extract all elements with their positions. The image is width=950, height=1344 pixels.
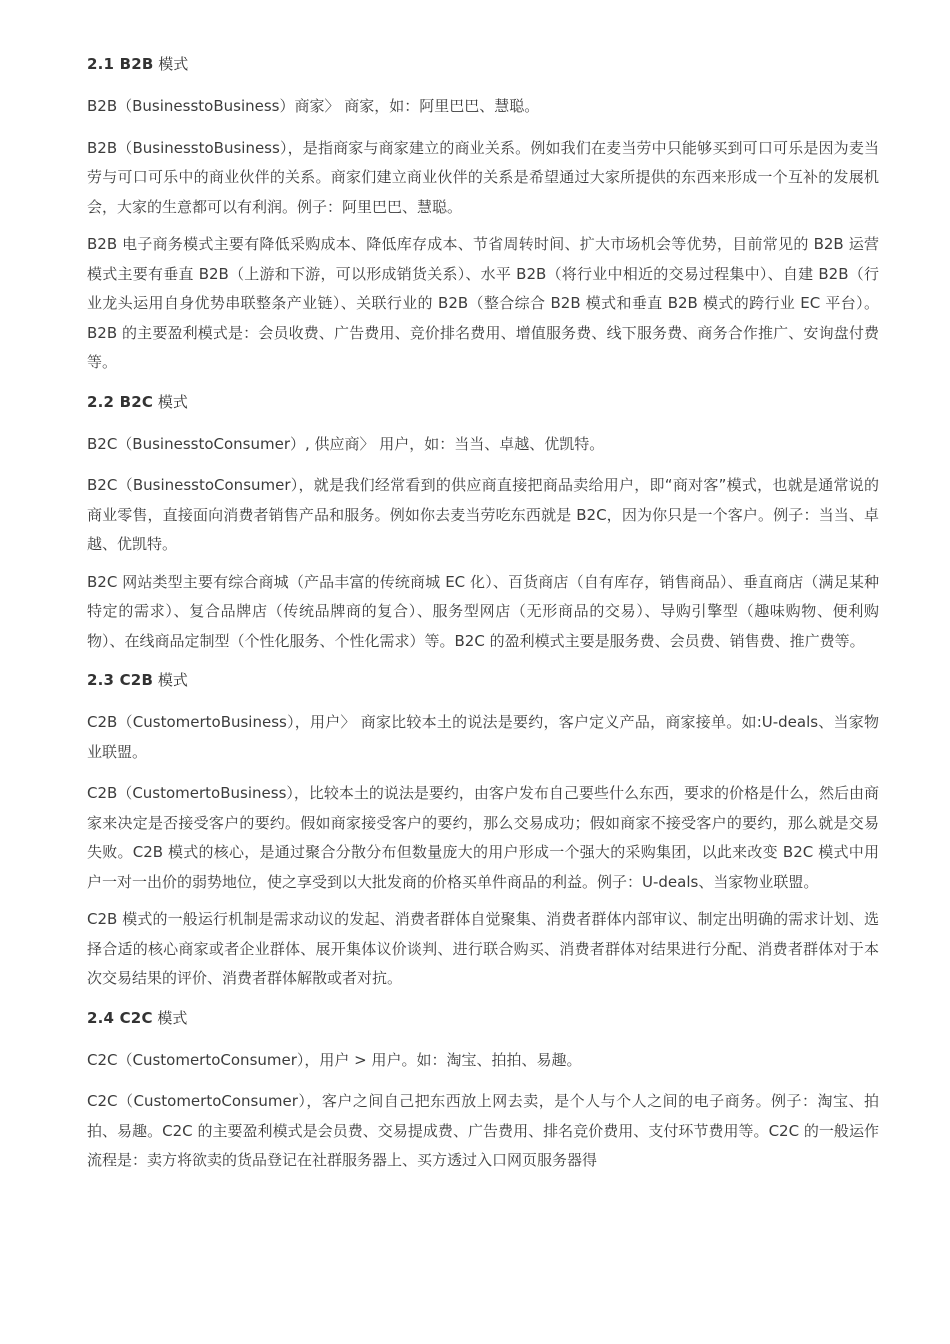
b2b-models: B2B 电子商务模式主要有降低采购成本、降低库存成本、节省周转时间、扩大市场机会等优势，目前常见的 B2B 运营模式主要有垂直 B2B（上游和下游，可以形成销货关系）、水平 B2B（将行业中相近的交易过程集中）、自建 B2B（行业龙头运用自身优势串联整条产业链）、关联行业的 B2B（整合综合 B2B 模式和垂直 B2B 模式的跨行业 EC 平台）。B2B 的主要盈利模式是：会员收费、广告费用、竞价排名费用、增值服务费、线下服务费、商务合作推广、安询盘付费等。 bbox=[87, 235, 879, 371]
section-heading-c2b bbox=[87, 668, 879, 692]
c2b-definition: C2B（CustomertoBusiness），比较本土的说法是要约，由客户发布自己要些什么东西，要求的价格是什么，然后由商家来决定是否接受客户的要约。假如商家接受客户的要约，那么交易成功；假如商家不接受客户的要约，那么就是交易失败。C2B 模式的核心，是通过聚合分散分布但数量庞大的用户形成一个强大的采购集团，以此来改变 B2C 模式中用户一对一出价的弱势地位，使之享受到以大批发商的价格买单件商品的利益。例子：U-deals、当家物业联盟。 bbox=[87, 784, 879, 891]
heading-number: 2.1 B2B bbox=[87, 55, 154, 73]
section-heading-b2c bbox=[87, 390, 879, 414]
heading-number: 2.2 B2C bbox=[87, 392, 154, 411]
c2b-summary: C2B（CustomertoBusiness），用户〉 商家比较本土的说法是要约，客户定义产品，商家接单。如:U-deals、当家物业联盟。 bbox=[87, 713, 879, 761]
document-page bbox=[87, 52, 879, 1184]
section-heading-c2c bbox=[87, 1006, 879, 1030]
c2c-summary: C2C（CustomertoConsumer），用户 > 用户。如：淘宝、拍拍、易趣。 bbox=[87, 1050, 582, 1069]
heading-suffix: 模式 bbox=[153, 55, 189, 73]
heading-number: 2.3 C2B bbox=[87, 671, 154, 689]
section-heading-b2b bbox=[87, 52, 879, 76]
b2c-models: B2C 网站类型主要有综合商城（产品丰富的传统商城 EC 化）、百货商店（自有库存，销售商品）、垂直商店（满足某种特定的需求）、复合品牌店（传统品牌商的复合）、服务型网店（无形商品的交易）、导购引擎型（趣味购物、便利购物）、在线商品定制型（个性化服务、个性化需求）等。B2C 的盈利模式主要是服务费、会员费、销售费、推广费等。 bbox=[87, 572, 879, 650]
b2c-definition: B2C（BusinesstoConsumer），就是我们经常看到的供应商直接把商品卖给用户，即“商对客”模式，也就是通常说的商业零售，直接面向消费者销售产品和服务。例如你去麦当劳吃东西就是 B2C，因为你只是一个客户。例子：当当、卓越、优凯特。 bbox=[87, 476, 879, 553]
heading-suffix: 模式 bbox=[152, 1008, 188, 1027]
c2c-definition: C2C（CustomertoConsumer），客户之间自己把东西放上网去卖，是个人与个人之间的电子商务。例子：淘宝、拍拍、易趣。C2C 的主要盈利模式是会员费、交易提成费、广告费用、排名竞价费用、支付环节费用等。C2C 的一般运作流程是：卖方将欲卖的货品登记在社群服务器上、买方透过入口网页服务器得 bbox=[87, 1092, 879, 1169]
heading-number: 2.4 C2C bbox=[87, 1008, 153, 1027]
heading-suffix: 模式 bbox=[153, 671, 188, 689]
b2b-summary: B2B（BusinesstoBusiness）商家〉 商家，如：阿里巴巴、慧聪。 bbox=[87, 97, 540, 115]
b2b-definition: B2B（BusinesstoBusiness），是指商家与商家建立的商业关系。例如我们在麦当劳中只能够买到可口可乐是因为麦当劳与可口可乐中的商业伙伴的关系。商家们建立商业伙伴的关系是希望通过大家所提供的东西来形成一个互补的发展机会，大家的生意都可以有利润。例子：阿里巴巴、慧聪。 bbox=[87, 138, 879, 216]
heading-suffix: 模式 bbox=[153, 392, 188, 411]
b2c-summary: B2C（BusinesstoConsumer）, 供应商〉 用户，如：当当、卓越、优凯特。 bbox=[87, 434, 605, 453]
c2b-mechanism: C2B 模式的一般运行机制是需求动议的发起、消费者群体自觉聚集、消费者群体内部审议、制定出明确的需求计划、选择合适的核心商家或者企业群体、展开集体议价谈判、进行联合购买、消费者群体对结果进行分配、消费者群体对于本次交易结果的评价、消费者群体解散或者对抗。 bbox=[87, 910, 879, 987]
